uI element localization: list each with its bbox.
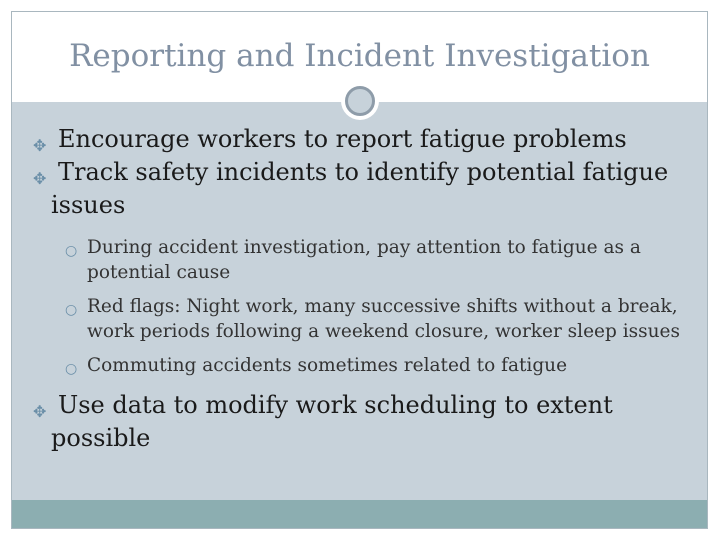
bullet-text: Encourage workers to report fatigue problems [58,125,627,153]
sub-bullet-text-line: During accident investigation, pay attention to fatigue as a [87,237,641,258]
slide [11,11,708,529]
sub-bullet-text-line: Red flags: Night work, many successive shifts without a break, [87,296,678,317]
bullet-text-line: Use data to modify work scheduling to extent [58,391,613,419]
sub-bullet-icon: ○ [65,243,78,259]
sub-bullet-icon: ○ [65,361,78,377]
bottom-band [12,500,707,528]
slide-title: Reporting and Incident Investigation [69,38,650,74]
bullet-item [33,156,673,222]
bullet-icon: ✥ [33,402,47,421]
sub-bullet-item [65,233,695,284]
slide-content [12,12,707,528]
bullet-text-line: Track safety incidents to identify potential fatigue [58,158,669,186]
bullet-icon: ✥ [33,136,47,155]
sub-bullet-text-line: work periods following a weekend closure, worker sleep issues [87,321,680,342]
sub-bullet-text: Commuting accidents sometimes related to fatigue [87,355,568,376]
bullet-text-line: possible [51,424,151,452]
sub-bullet-icon: ○ [65,302,78,318]
sub-bullet-text-line: potential cause [87,262,231,283]
bullet-item [33,123,673,156]
bullet-icon: ✥ [33,169,47,188]
sub-bullet-item [65,292,695,343]
bullet-item [33,389,673,455]
sub-bullet-item [65,351,695,380]
bullet-text-line: issues [51,191,126,219]
